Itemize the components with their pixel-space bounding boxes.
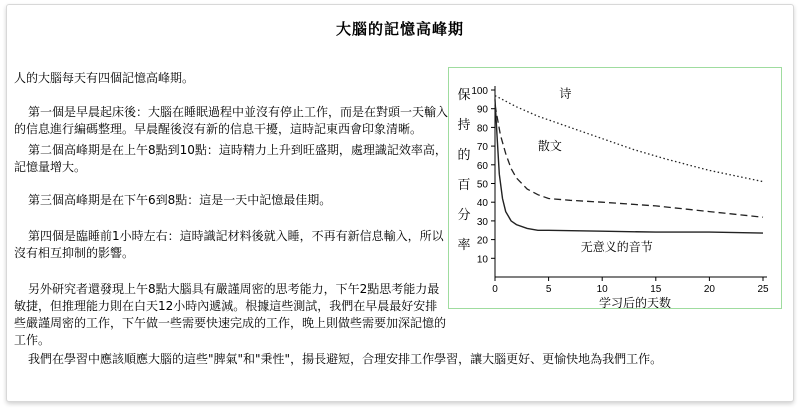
series-label-2: 散文: [537, 138, 562, 153]
series-label-1: 诗: [559, 86, 572, 101]
x-tick-label: 15: [650, 284, 662, 295]
ylabel-char-6: 率: [457, 238, 471, 253]
x-tick-label: 0: [492, 284, 498, 295]
x-tick-label: 25: [757, 284, 769, 295]
paragraph-third-peak: [14, 192, 454, 209]
chart-plot-area: [449, 68, 781, 308]
ylabel-char-1: 保: [457, 88, 471, 103]
x-axis-label: 学习后的天数: [598, 296, 672, 308]
forgetting-curve-chart: [448, 67, 782, 309]
paragraph-second-peak: [14, 142, 454, 176]
paragraph-conclusion-text: 我們在學習中應該順應大腦的這些"脾氣"和"秉性"，揚長避短，合理安排工作學習，讓大腦更好、更愉快地為我們工作。: [28, 352, 663, 366]
series-label-3: 无意义的音节: [580, 239, 653, 254]
y-tick-label: 90: [476, 104, 488, 116]
y-tick-label: 80: [476, 123, 488, 135]
x-tick-label: 5: [545, 284, 552, 295]
paragraph-fourth-peak: [14, 228, 454, 262]
paragraph-first-peak-text: 第一個是早晨起床後：大腦在睡眠過程中並沒有停止工作，而是在對頭一天輸入的信息進行編碼整理。早晨醒後沒有新的信息干擾，這時記東西會印象清晰。: [14, 105, 449, 136]
y-tick-label: 60: [476, 160, 488, 172]
intro-paragraph: 人的大腦每天有四個記憶高峰期。: [14, 71, 195, 85]
series-line-1: [495, 96, 763, 182]
paragraph-first-peak: [14, 104, 454, 138]
paragraph-third-peak-text: 第三個高峰期是在下午6到8點：這是一天中記憶最佳期。: [28, 193, 332, 207]
y-tick-label: 30: [476, 216, 488, 228]
paragraph-fourth-peak-text: 第四個是臨睡前1小時左右：這時識記材料後就入睡，不再有新信息輸入，所以沒有相互抑制的影響。: [14, 229, 444, 260]
ylabel-char-2: 持: [457, 118, 471, 133]
y-tick-label: 50: [476, 179, 488, 191]
series-line-2: [495, 105, 763, 217]
y-tick-label: 40: [476, 198, 488, 210]
paragraph-second-peak-text: 第二個高峰期是在上午8點到10點：這時精力上升到旺盛期，處理識記效率高，記憶量增大。: [14, 143, 447, 174]
y-tick-label: 70: [476, 142, 488, 154]
paragraph-research: [14, 281, 446, 349]
paragraph-research-text: 另外研究者還發現上午8點大腦具有嚴謹周密的思考能力，下午2點思考能力最敏捷，但推理能力則在白天12小時內遞減。根據這些測試，我們在早晨最好安排些嚴謹周密的工作，下午做一些需要快速完成的工作，晚上則做些需要加深記憶的工作。: [14, 282, 447, 347]
x-tick-label: 10: [596, 284, 608, 295]
ylabel-char-3: 的: [457, 148, 471, 163]
y-tick-label: 100: [471, 86, 488, 97]
page-title: 大腦的記憶高峰期: [335, 20, 464, 38]
y-tick-label: 20: [476, 235, 488, 247]
paragraph-conclusion: [14, 351, 774, 368]
ylabel-char-5: 分: [457, 208, 471, 223]
y-tick-label: 10: [476, 254, 488, 266]
ylabel-char-4: 百: [457, 178, 471, 193]
x-tick-label: 20: [703, 284, 715, 295]
